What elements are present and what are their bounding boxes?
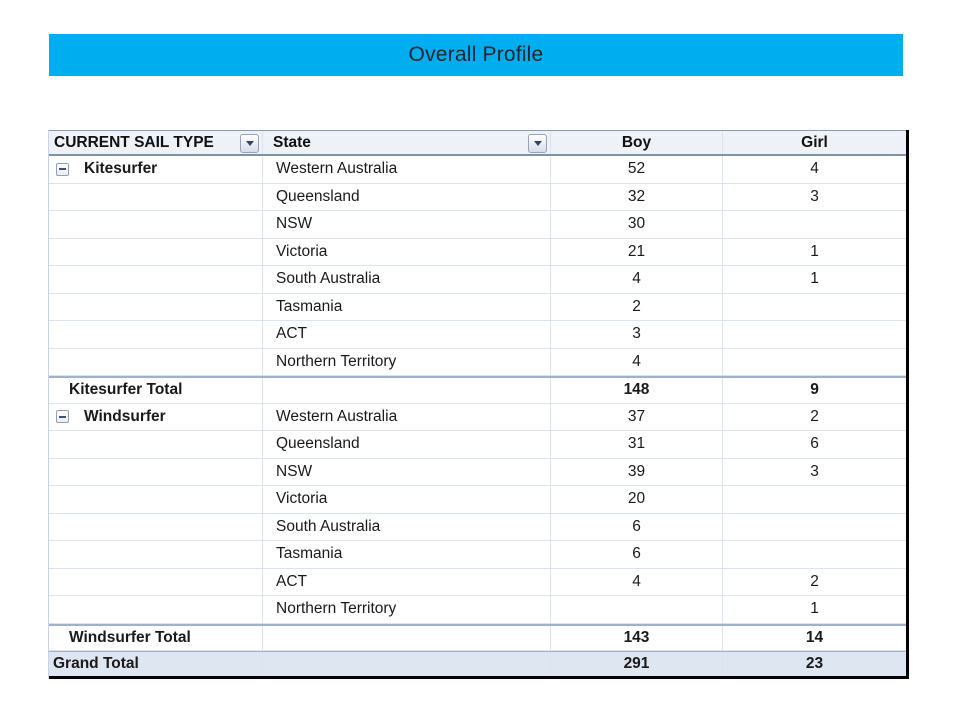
- girl-value: 2: [810, 407, 819, 425]
- group-spacer-cell: [49, 211, 263, 238]
- group-label: Windsurfer: [84, 407, 166, 425]
- state-name: Western Australia: [276, 160, 398, 178]
- group-spacer-cell: [49, 184, 263, 211]
- group-spacer-cell: [49, 431, 263, 458]
- group-label: Kitesurfer: [84, 160, 158, 178]
- girl-value: 14: [805, 628, 824, 646]
- subtotal-label: Windsurfer Total: [69, 628, 191, 646]
- state-cell: [263, 349, 551, 376]
- table-row: [49, 184, 906, 212]
- subtotal-label-cell: [49, 626, 263, 651]
- grand-total-row: [49, 651, 906, 679]
- group-spacer-cell: [49, 349, 263, 376]
- boy-value-cell: [551, 266, 723, 293]
- group-spacer-cell: [49, 459, 263, 486]
- girl-value: 1: [810, 600, 819, 618]
- table-row: [49, 431, 906, 459]
- group-spacer-cell: [49, 239, 263, 266]
- state-name: Tasmania: [276, 545, 343, 563]
- state-cell: [263, 294, 551, 321]
- state-name: NSW: [276, 462, 313, 480]
- filter-dropdown-current-sail-type[interactable]: [240, 134, 259, 153]
- chevron-down-icon: [534, 141, 542, 146]
- state-cell: [263, 596, 551, 623]
- subtotal-row: [49, 376, 906, 404]
- state-cell: [263, 486, 551, 513]
- subtotal-label: Kitesurfer Total: [69, 381, 183, 399]
- table-row: [49, 404, 906, 432]
- girl-value-cell: [723, 266, 906, 293]
- column-header-label: Girl: [801, 133, 828, 151]
- boy-value-cell: [551, 321, 723, 348]
- girl-value: 2: [810, 572, 819, 590]
- state-cell: [263, 541, 551, 568]
- girl-value-cell: [723, 378, 906, 403]
- state-name: NSW: [276, 215, 313, 233]
- boy-value: 4: [632, 572, 641, 590]
- state-name: South Australia: [276, 270, 381, 288]
- state-name: Western Australia: [276, 407, 398, 425]
- boy-value-cell: [551, 652, 723, 676]
- girl-value: 3: [810, 462, 819, 480]
- girl-value-cell: [723, 626, 906, 651]
- minus-icon: [59, 168, 66, 170]
- group-spacer-cell: [49, 514, 263, 541]
- state-name: ACT: [276, 325, 307, 343]
- state-cell: [263, 378, 551, 403]
- boy-value: 143: [623, 628, 650, 646]
- girl-value: 3: [810, 187, 819, 205]
- girl-value: 1: [810, 242, 819, 260]
- filter-dropdown-state[interactable]: [528, 134, 547, 153]
- state-name: Queensland: [276, 435, 360, 453]
- boy-value-cell: [551, 431, 723, 458]
- state-name: Northern Territory: [276, 352, 397, 370]
- state-name: ACT: [276, 572, 307, 590]
- state-cell: [263, 239, 551, 266]
- pivot-table: [48, 130, 909, 679]
- table-row: [49, 514, 906, 542]
- state-cell: [263, 266, 551, 293]
- group-spacer-cell: [49, 569, 263, 596]
- boy-value: 31: [627, 435, 646, 453]
- girl-value-cell: [723, 211, 906, 238]
- column-header-state: [263, 131, 551, 154]
- minus-icon: [59, 416, 66, 418]
- boy-value: 20: [627, 490, 646, 508]
- grand-total-label-cell: [49, 652, 263, 676]
- boy-value-cell: [551, 514, 723, 541]
- subtotal-label-cell: [49, 378, 263, 403]
- state-cell: [263, 211, 551, 238]
- girl-value: 1: [810, 270, 819, 288]
- slide-title-banner: [49, 34, 903, 76]
- girl-value-cell: [723, 431, 906, 458]
- pivot-table-body: [49, 156, 906, 679]
- table-row: [49, 211, 906, 239]
- state-cell: [263, 321, 551, 348]
- girl-value-cell: [723, 404, 906, 431]
- group-spacer-cell: [49, 596, 263, 623]
- table-header-row: [49, 130, 906, 156]
- girl-value-cell: [723, 294, 906, 321]
- boy-value: 2: [632, 297, 641, 315]
- table-row: [49, 569, 906, 597]
- collapse-button-windsurfer[interactable]: [56, 410, 69, 423]
- table-row: [49, 266, 906, 294]
- column-header-label: Boy: [621, 133, 652, 151]
- girl-value-cell: [723, 486, 906, 513]
- girl-value: 6: [810, 435, 819, 453]
- boy-value-cell: [551, 156, 723, 183]
- table-row: [49, 294, 906, 322]
- boy-value: 52: [627, 160, 646, 178]
- state-cell: [263, 459, 551, 486]
- group-spacer-cell: [49, 266, 263, 293]
- state-name: South Australia: [276, 517, 381, 535]
- column-header-current-sail-type: [49, 131, 263, 154]
- state-cell: [263, 514, 551, 541]
- boy-value: 30: [627, 215, 646, 233]
- group-spacer-cell: [49, 321, 263, 348]
- state-name: Queensland: [276, 187, 360, 205]
- boy-value: 6: [632, 517, 641, 535]
- boy-value: 3: [632, 325, 641, 343]
- girl-value-cell: [723, 184, 906, 211]
- state-cell: [263, 404, 551, 431]
- group-label-cell: [49, 404, 263, 431]
- boy-value: 21: [627, 242, 646, 260]
- chevron-down-icon: [246, 141, 254, 146]
- page-title: Overall Profile: [408, 43, 544, 66]
- table-row: [49, 459, 906, 487]
- group-label-cell: [49, 156, 263, 183]
- boy-value-cell: [551, 239, 723, 266]
- boy-value-cell: [551, 378, 723, 403]
- collapse-button-kitesurfer[interactable]: [56, 163, 69, 176]
- state-cell: [263, 156, 551, 183]
- boy-value: 4: [632, 270, 641, 288]
- state-cell: [263, 626, 551, 651]
- girl-value-cell: [723, 239, 906, 266]
- girl-value: 9: [810, 381, 819, 399]
- boy-value-cell: [551, 626, 723, 651]
- girl-value-cell: [723, 459, 906, 486]
- state-name: Victoria: [276, 490, 328, 508]
- column-header-boy: [551, 131, 723, 154]
- girl-value-cell: [723, 156, 906, 183]
- girl-value-cell: [723, 652, 906, 676]
- boy-value: 37: [627, 407, 646, 425]
- boy-value-cell: [551, 541, 723, 568]
- state-name: Tasmania: [276, 297, 343, 315]
- boy-value-cell: [551, 349, 723, 376]
- group-spacer-cell: [49, 486, 263, 513]
- table-row: [49, 156, 906, 184]
- girl-value-cell: [723, 349, 906, 376]
- table-row: [49, 239, 906, 267]
- boy-value-cell: [551, 294, 723, 321]
- boy-value: 32: [627, 187, 646, 205]
- girl-value: 4: [810, 160, 819, 178]
- girl-value-cell: [723, 596, 906, 623]
- girl-value-cell: [723, 541, 906, 568]
- boy-value-cell: [551, 211, 723, 238]
- boy-value-cell: [551, 596, 723, 623]
- state-cell: [263, 184, 551, 211]
- boy-value: 39: [627, 462, 646, 480]
- state-name: Victoria: [276, 242, 328, 260]
- column-header-label: State: [273, 133, 311, 151]
- boy-value: 291: [623, 654, 650, 672]
- group-spacer-cell: [49, 541, 263, 568]
- grand-total-label: Grand Total: [53, 654, 139, 672]
- boy-value-cell: [551, 569, 723, 596]
- boy-value-cell: [551, 486, 723, 513]
- column-header-label: CURRENT SAIL TYPE: [54, 133, 214, 151]
- table-row: [49, 541, 906, 569]
- boy-value: 4: [632, 352, 641, 370]
- boy-value: 148: [623, 381, 650, 399]
- state-cell: [263, 569, 551, 596]
- subtotal-row: [49, 624, 906, 652]
- group-spacer-cell: [49, 294, 263, 321]
- girl-value-cell: [723, 569, 906, 596]
- state-cell: [263, 431, 551, 458]
- state-cell: [263, 652, 551, 676]
- boy-value: 6: [632, 545, 641, 563]
- column-header-girl: [723, 131, 906, 154]
- girl-value: 23: [805, 654, 824, 672]
- table-row: [49, 349, 906, 377]
- girl-value-cell: [723, 514, 906, 541]
- table-row: [49, 486, 906, 514]
- girl-value-cell: [723, 321, 906, 348]
- table-row: [49, 321, 906, 349]
- state-name: Northern Territory: [276, 600, 397, 618]
- boy-value-cell: [551, 404, 723, 431]
- boy-value-cell: [551, 184, 723, 211]
- boy-value-cell: [551, 459, 723, 486]
- table-row: [49, 596, 906, 624]
